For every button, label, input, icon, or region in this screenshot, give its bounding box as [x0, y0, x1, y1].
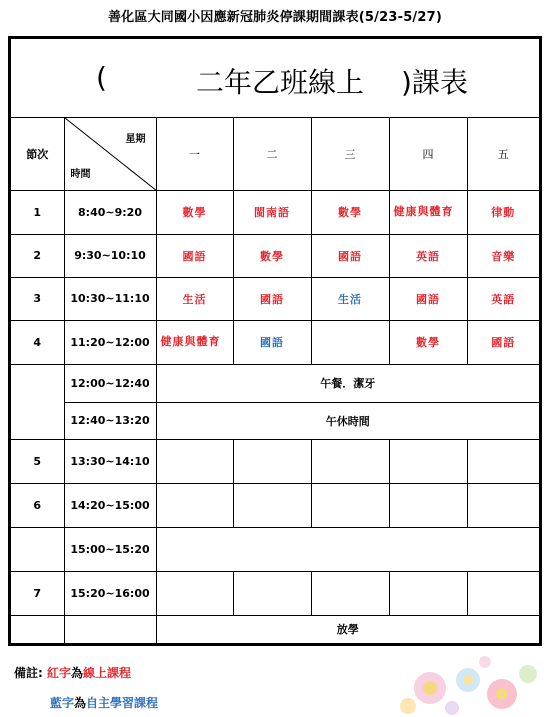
corner-weekday-label: 星期 — [125, 133, 146, 145]
note-blue-meaning: 自主學習課程 — [86, 696, 159, 710]
subject-cell: 數學 — [311, 190, 389, 234]
table-row — [11, 483, 539, 527]
empty-cell — [389, 571, 467, 615]
empty-cell — [156, 483, 233, 527]
empty-cell — [467, 439, 539, 483]
empty-cell — [389, 483, 467, 527]
subject-cell: 律動 — [467, 190, 539, 234]
table-row — [11, 277, 539, 320]
subject-cell: 閩南語 — [233, 190, 311, 234]
empty-cell — [467, 483, 539, 527]
period-column-header: 節次 — [11, 117, 64, 190]
subject-cell: 數學 — [156, 190, 233, 234]
subject-cell: 數學 — [233, 234, 311, 277]
table-row — [11, 439, 539, 483]
dismissal-label: 放學 — [156, 615, 539, 643]
period-time: 9:30~10:10 — [64, 234, 156, 277]
flower-decoration-icon — [390, 650, 545, 717]
subject-cell: 健康與體育 — [389, 190, 467, 234]
schedule-sheet — [8, 36, 542, 646]
period-time: 15:20~16:00 — [64, 571, 156, 615]
lunch-label: 午餐．潔牙 — [156, 364, 539, 402]
subject-cell: 國語 — [233, 277, 311, 320]
subject-cell: 國語 — [233, 320, 311, 364]
empty-cell — [156, 571, 233, 615]
day-header-tue: 二 — [233, 117, 311, 190]
period-number — [11, 615, 64, 643]
subject-cell: 英語 — [467, 277, 539, 320]
empty-cell — [389, 439, 467, 483]
empty-cell — [233, 483, 311, 527]
subject-cell: 國語 — [311, 234, 389, 277]
period-time: 11:20~12:00 — [64, 320, 156, 364]
note-red-meaning: 線上課程 — [83, 666, 132, 680]
title-class-name: 二年乙班線上 — [196, 66, 365, 99]
table-row — [11, 190, 539, 234]
period-time: 13:30~14:10 — [64, 439, 156, 483]
period-number: 7 — [11, 571, 64, 615]
empty-cell — [233, 571, 311, 615]
subject-cell — [311, 320, 389, 364]
note-self-study — [50, 694, 158, 711]
day-header-thu: 四 — [389, 117, 467, 190]
subject-cell: 國語 — [389, 277, 467, 320]
period-time: 14:20~15:00 — [64, 483, 156, 527]
nap-label: 午休時間 — [156, 402, 539, 439]
note-online — [14, 664, 131, 681]
lunch-time: 12:00~12:40 — [64, 364, 156, 402]
period-number: 3 — [11, 277, 64, 320]
schedule-table — [11, 39, 539, 643]
table-row — [11, 527, 539, 571]
subject-cell: 數學 — [389, 320, 467, 364]
period-number: 5 — [11, 439, 64, 483]
subject-cell: 國語 — [467, 320, 539, 364]
table-row — [11, 615, 539, 643]
table-row — [11, 234, 539, 277]
subject-cell: 生活 — [311, 277, 389, 320]
table-row — [11, 571, 539, 615]
note-connector: 為 — [74, 696, 87, 710]
period-time: 15:00~15:20 — [64, 527, 156, 571]
period-time — [64, 615, 156, 643]
nap-time: 12:40~13:20 — [64, 402, 156, 439]
note-red-word: 紅字 — [47, 666, 72, 680]
subject-cell: 健康與體育 — [156, 320, 233, 364]
title-paren-close: )課表 — [401, 66, 468, 99]
empty-cell — [156, 439, 233, 483]
corner-time-label: 時間 — [70, 168, 91, 180]
day-header-wed: 三 — [311, 117, 389, 190]
subject-cell: 國語 — [156, 234, 233, 277]
subject-cell: 生活 — [156, 277, 233, 320]
period-number — [11, 364, 64, 439]
empty-cell — [233, 439, 311, 483]
table-row — [11, 320, 539, 364]
subject-cell: 英語 — [389, 234, 467, 277]
title-paren-open: ( — [96, 61, 107, 94]
period-time: 10:30~11:10 — [64, 277, 156, 320]
table-row — [11, 364, 539, 402]
period-number: 1 — [11, 190, 64, 234]
period-number: 2 — [11, 234, 64, 277]
day-header-fri: 五 — [467, 117, 539, 190]
period-number: 4 — [11, 320, 64, 364]
empty-cell — [311, 439, 389, 483]
corner-header — [64, 117, 156, 190]
day-header-mon: 一 — [156, 117, 233, 190]
period-number — [11, 527, 64, 571]
note-connector: 為 — [71, 666, 84, 680]
empty-cell — [311, 483, 389, 527]
empty-cell — [311, 571, 389, 615]
subject-cell: 音樂 — [467, 234, 539, 277]
note-blue-word: 藍字 — [50, 696, 75, 710]
note-prefix: 備註: — [14, 666, 43, 680]
period-number: 6 — [11, 483, 64, 527]
period-time: 8:40~9:20 — [64, 190, 156, 234]
empty-cell — [156, 527, 539, 571]
document-heading: 善化區大同國小因應新冠肺炎停課期間課表(5/23-5/27) — [107, 10, 443, 25]
schedule-title — [11, 39, 539, 117]
table-row — [11, 402, 539, 439]
empty-cell — [467, 571, 539, 615]
